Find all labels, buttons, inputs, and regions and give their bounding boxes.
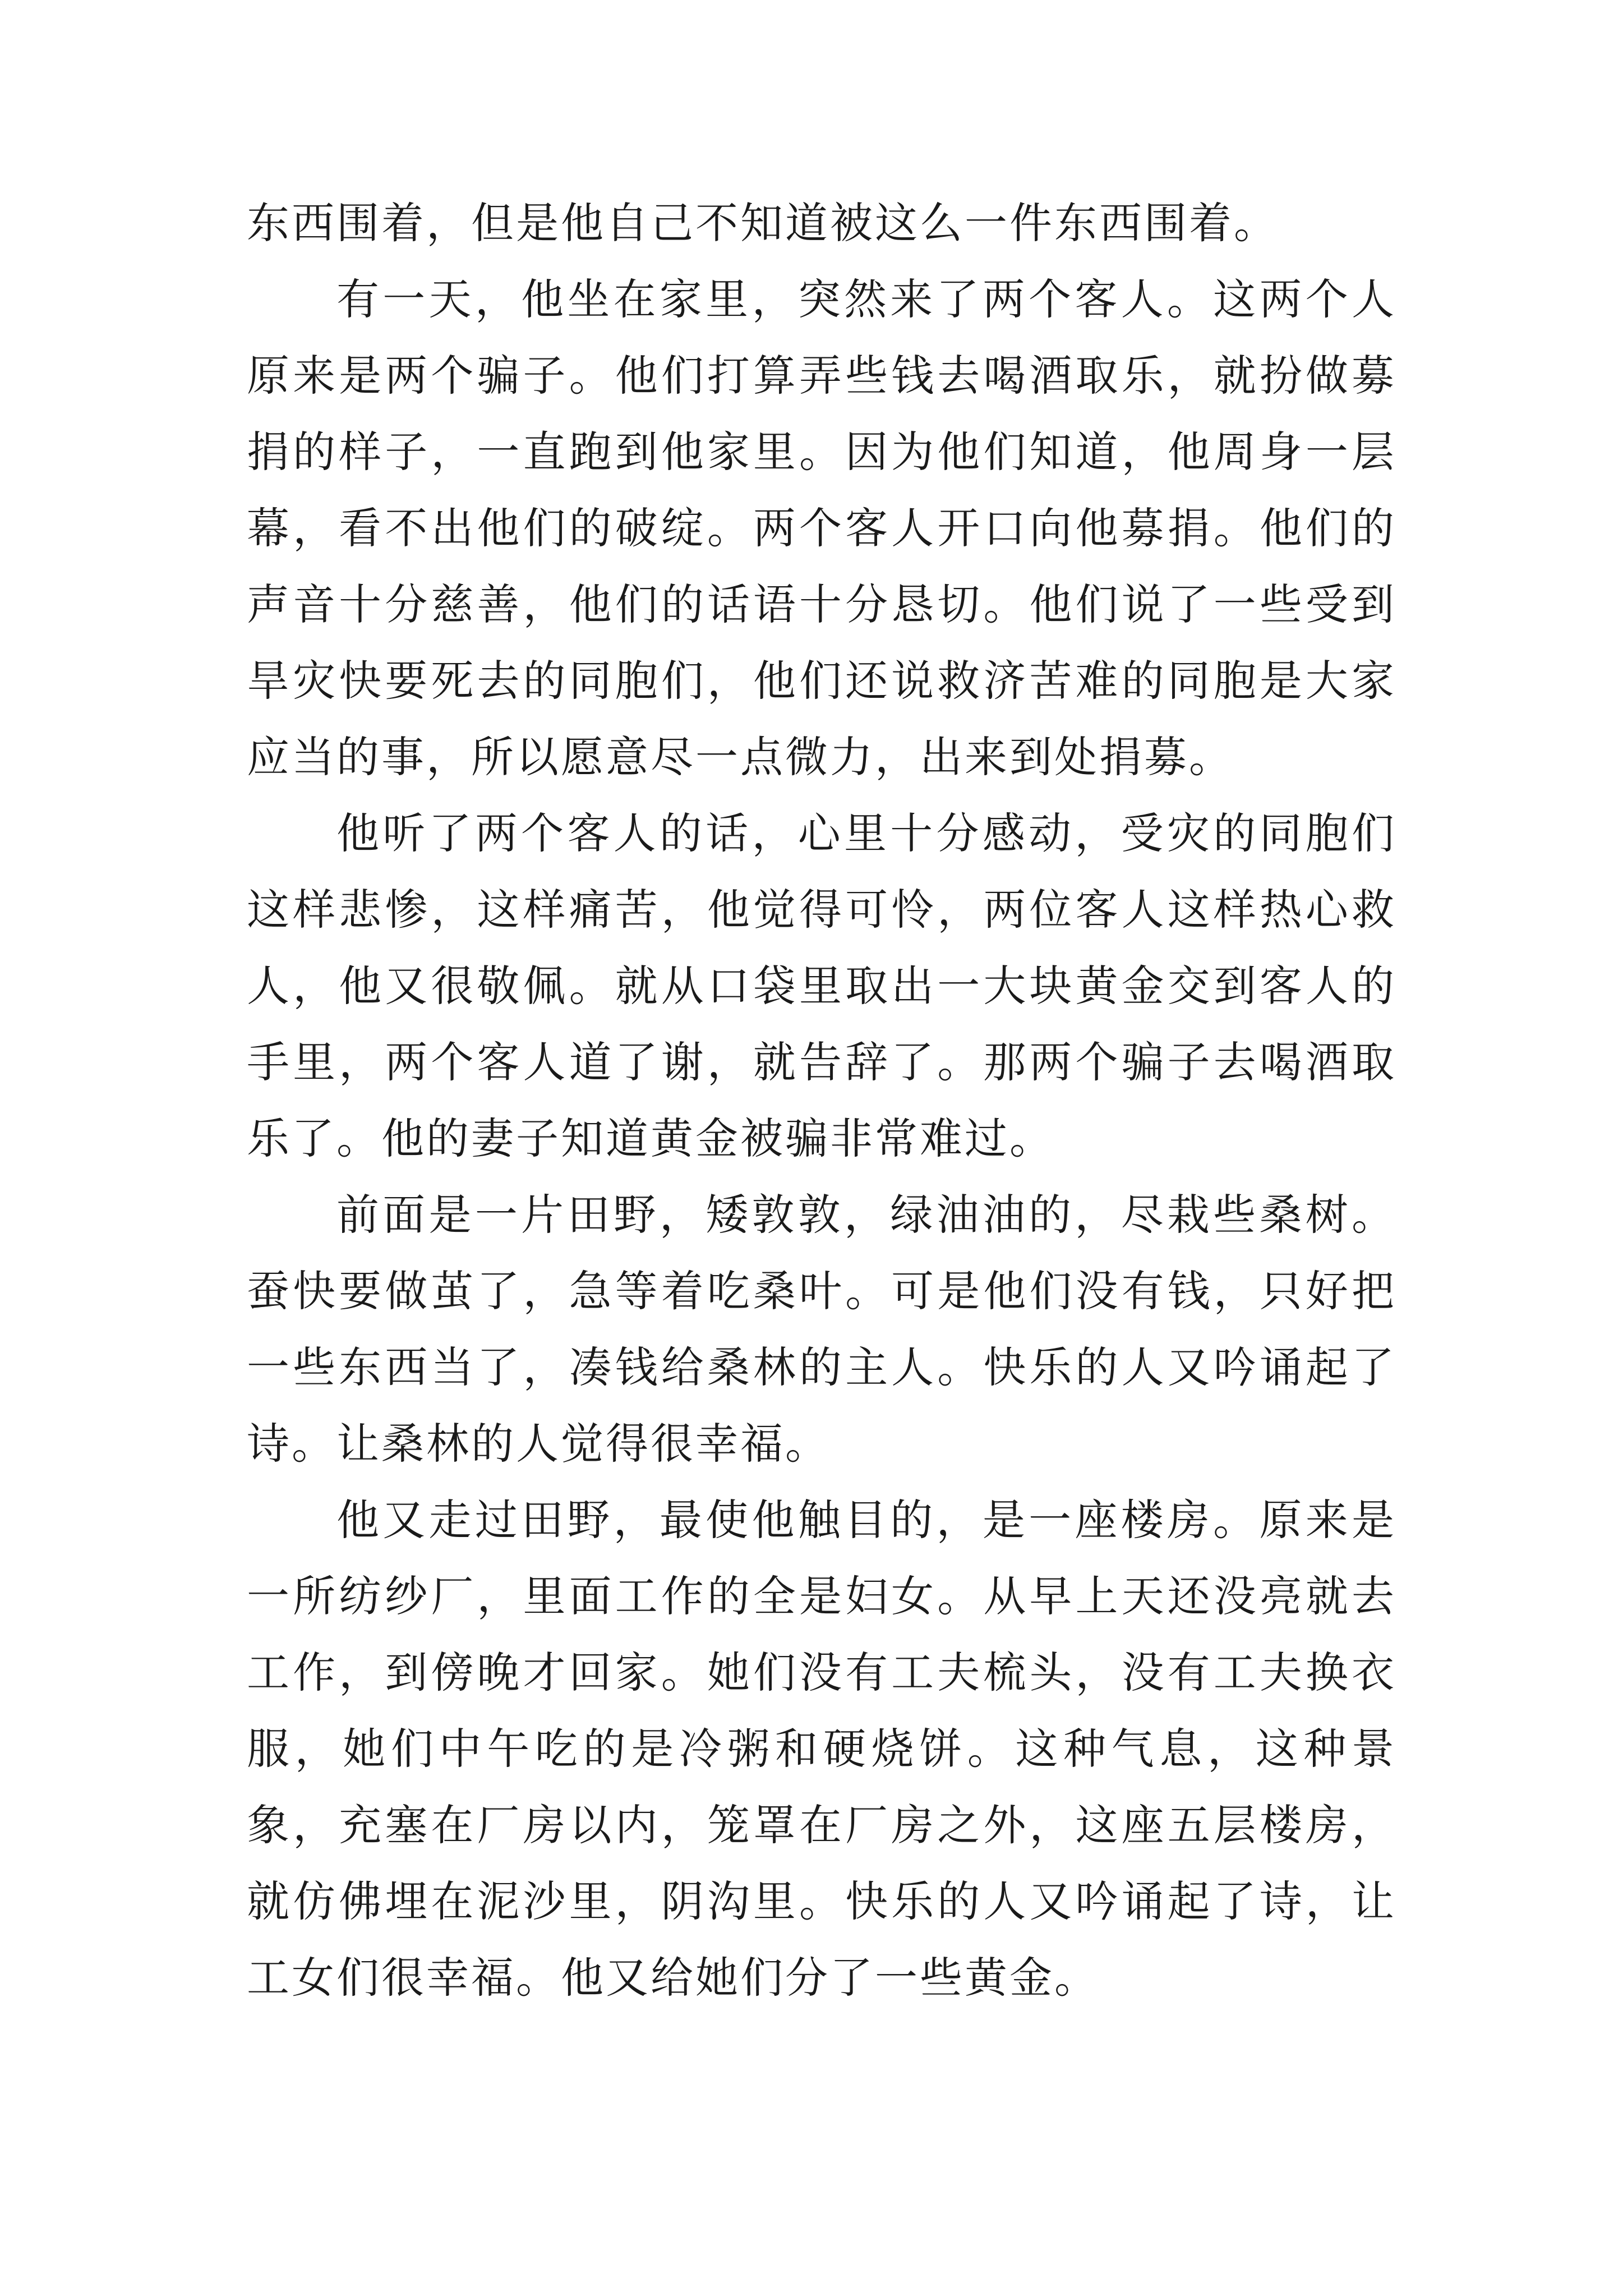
paragraph-swindlers: 有一天，他坐在家里，突然来了两个客人。这两个人原来是两个骗子。他们打算弄些钱去喝酒取乐，就扮做募捐的样子，一直跑到他家里。因为他们知道，他周身一层幕，看不出他们的破绽。两个客人开口向他募捐。他们的声音十分慈善，他们的话语十分恳切。他们说了一些受到旱灾快要死去的同胞们，他们还说救济苦难的同胞是大家应当的事，所以愿意尽一点微力，出来到处捐募。 [247, 274, 1396, 782]
paragraph-donation: 他听了两个客人的话，心里十分感动，受灾的同胞们这样悲惨，这样痛苦，他觉得可怜，两位客人这样热心救人，他又很敬佩。就从口袋里取出一大块黄金交到客人的手里，两个客人道了谢，就告辞了。那两个骗子去喝酒取乐了。他的妻子知道黄金被骗非常难过。 [247, 808, 1396, 1163]
paragraph-spinning-mill: 他又走过田野，最使他触目的，是一座楼房。原来是一所纺纱厂，里面工作的全是妇女。从早上天还没亮就去工作，到傍晚才回家。她们没有工夫梳头，没有工夫换衣服，她们中午吃的是冷粥和硬烧饼。这种气息，这种景象，充塞在厂房以内，笼罩在厂房之外，这座五层楼房，就仿佛埋在泥沙里，阴沟里。快乐的人又吟诵起了诗，让工女们很幸福。他又给她们分了一些黄金。 [247, 1495, 1396, 2003]
body-text [247, 185, 1396, 2016]
paragraph-continuation: 东西围着，但是他自己不知道被这么一件东西围着。 [247, 198, 1279, 248]
paragraph-mulberry-field: 前面是一片田野，矮敦敦，绿油油的，尽栽些桑树。蚕快要做茧了，急等着吃桑叶。可是他们没有钱，只好把一些东西当了，凑钱给桑林的主人。快乐的人又吟诵起了诗。让桑林的人觉得很幸福。 [247, 1190, 1396, 1469]
